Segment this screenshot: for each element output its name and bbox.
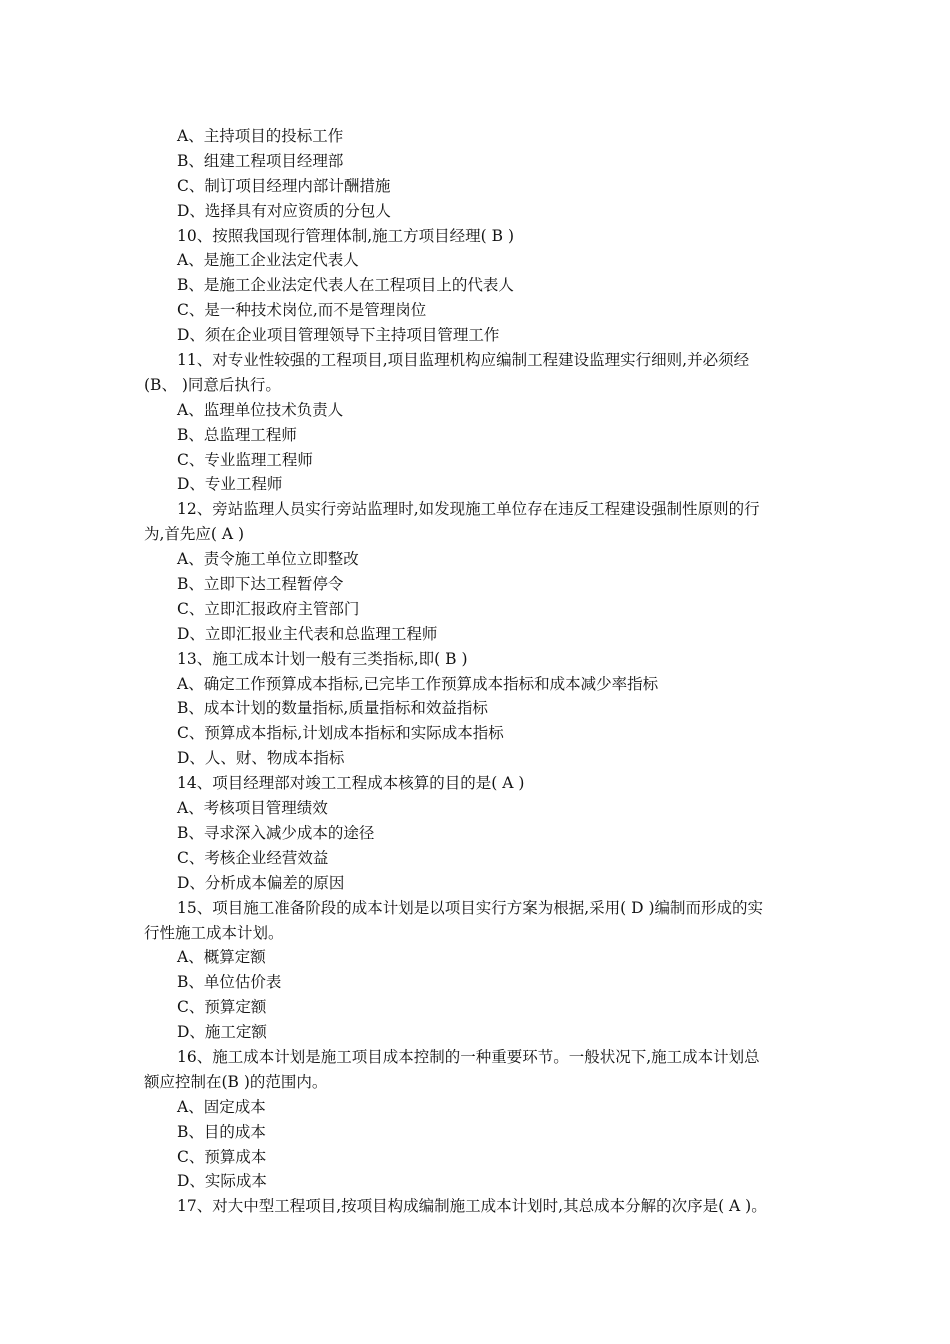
document-body: [144, 124, 808, 1219]
text-line: B、是施工企业法定代表人在工程项目上的代表人: [177, 276, 514, 295]
text-line: A、责令施工单位立即整改: [177, 550, 359, 569]
text-line: A、确定工作预算成本指标,已完毕工作预算成本指标和成本减少率指标: [177, 674, 659, 693]
text-line: D、分析成本偏差的原因: [177, 873, 345, 892]
text-line: B、组建工程项目经理部: [177, 151, 344, 170]
text-line: 10、按照我国现行管理体制,施工方项目经理( B ): [177, 226, 514, 245]
text-line: 17、对大中型工程项目,按项目构成编制施工成本计划时,其总成本分解的次序是( A )。: [177, 1197, 767, 1216]
text-line: C、预算成本指标,计划成本指标和实际成本指标: [177, 724, 504, 743]
text-line: 为,首先应( A ): [144, 525, 245, 544]
text-line: A、考核项目管理绩效: [177, 799, 328, 818]
text-line: D、实际成本: [177, 1172, 267, 1191]
text-line: A、固定成本: [177, 1097, 266, 1116]
text-line: C、考核企业经营效益: [177, 848, 329, 867]
text-line: B、总监理工程师: [177, 425, 297, 444]
text-line: 16、施工成本计划是施工项目成本控制的一种重要环节。一般状况下,施工成本计划总: [177, 1047, 760, 1066]
text-line: B、寻求深入减少成本的途径: [177, 823, 375, 842]
text-line: A、主持项目的投标工作: [177, 127, 344, 145]
text-line: D、专业工程师: [177, 475, 283, 494]
text-line: A、是施工企业法定代表人: [177, 251, 359, 270]
text-line: 13、施工成本计划一般有三类指标,即( B ): [177, 649, 468, 668]
text-line: B、成本计划的数量指标,质量指标和效益指标: [177, 699, 488, 718]
text-line: D、选择具有对应资质的分包人: [177, 201, 391, 220]
text-line: C、制订项目经理内部计酬措施: [177, 176, 391, 195]
text-line: 行性施工成本计划。: [144, 923, 284, 942]
text-line: 12、旁站监理人员实行旁站监理时,如发现施工单位存在违反工程建设强制性原则的行: [177, 500, 760, 519]
text-line: D、须在企业项目管理领导下主持项目管理工作: [177, 326, 500, 345]
text-line: 15、项目施工准备阶段的成本计划是以项目实行方案为根据,采用( D )编制而形成的实: [177, 898, 764, 917]
text-line: D、人、财、物成本指标: [177, 749, 345, 768]
text-line: C、立即汇报政府主管部门: [177, 599, 360, 618]
text-line: A、监理单位技术负责人: [177, 400, 344, 419]
text-line: 11、对专业性较强的工程项目,项目监理机构应编制工程建设监理实行细则,并必须经: [177, 351, 750, 370]
text-line: D、立即汇报业主代表和总监理工程师: [177, 624, 438, 643]
text-line: D、施工定额: [177, 1023, 267, 1042]
text-line: B、目的成本: [177, 1122, 266, 1141]
text-line: C、预算定额: [177, 998, 267, 1017]
text-line: B、立即下达工程暂停令: [177, 575, 344, 594]
text-line: C、专业监理工程师: [177, 450, 313, 469]
text-line: (B、 )同意后执行。: [144, 375, 281, 394]
text-line: C、预算成本: [177, 1147, 267, 1166]
text-line: 额应控制在(B )的范围内。: [144, 1072, 328, 1091]
text-line: C、是一种技术岗位,而不是管理岗位: [177, 301, 427, 320]
text-line: B、单位估价表: [177, 973, 282, 992]
text-line: A、概算定额: [177, 948, 266, 967]
text-line: 14、项目经理部对竣工工程成本核算的目的是( A ): [177, 774, 525, 793]
